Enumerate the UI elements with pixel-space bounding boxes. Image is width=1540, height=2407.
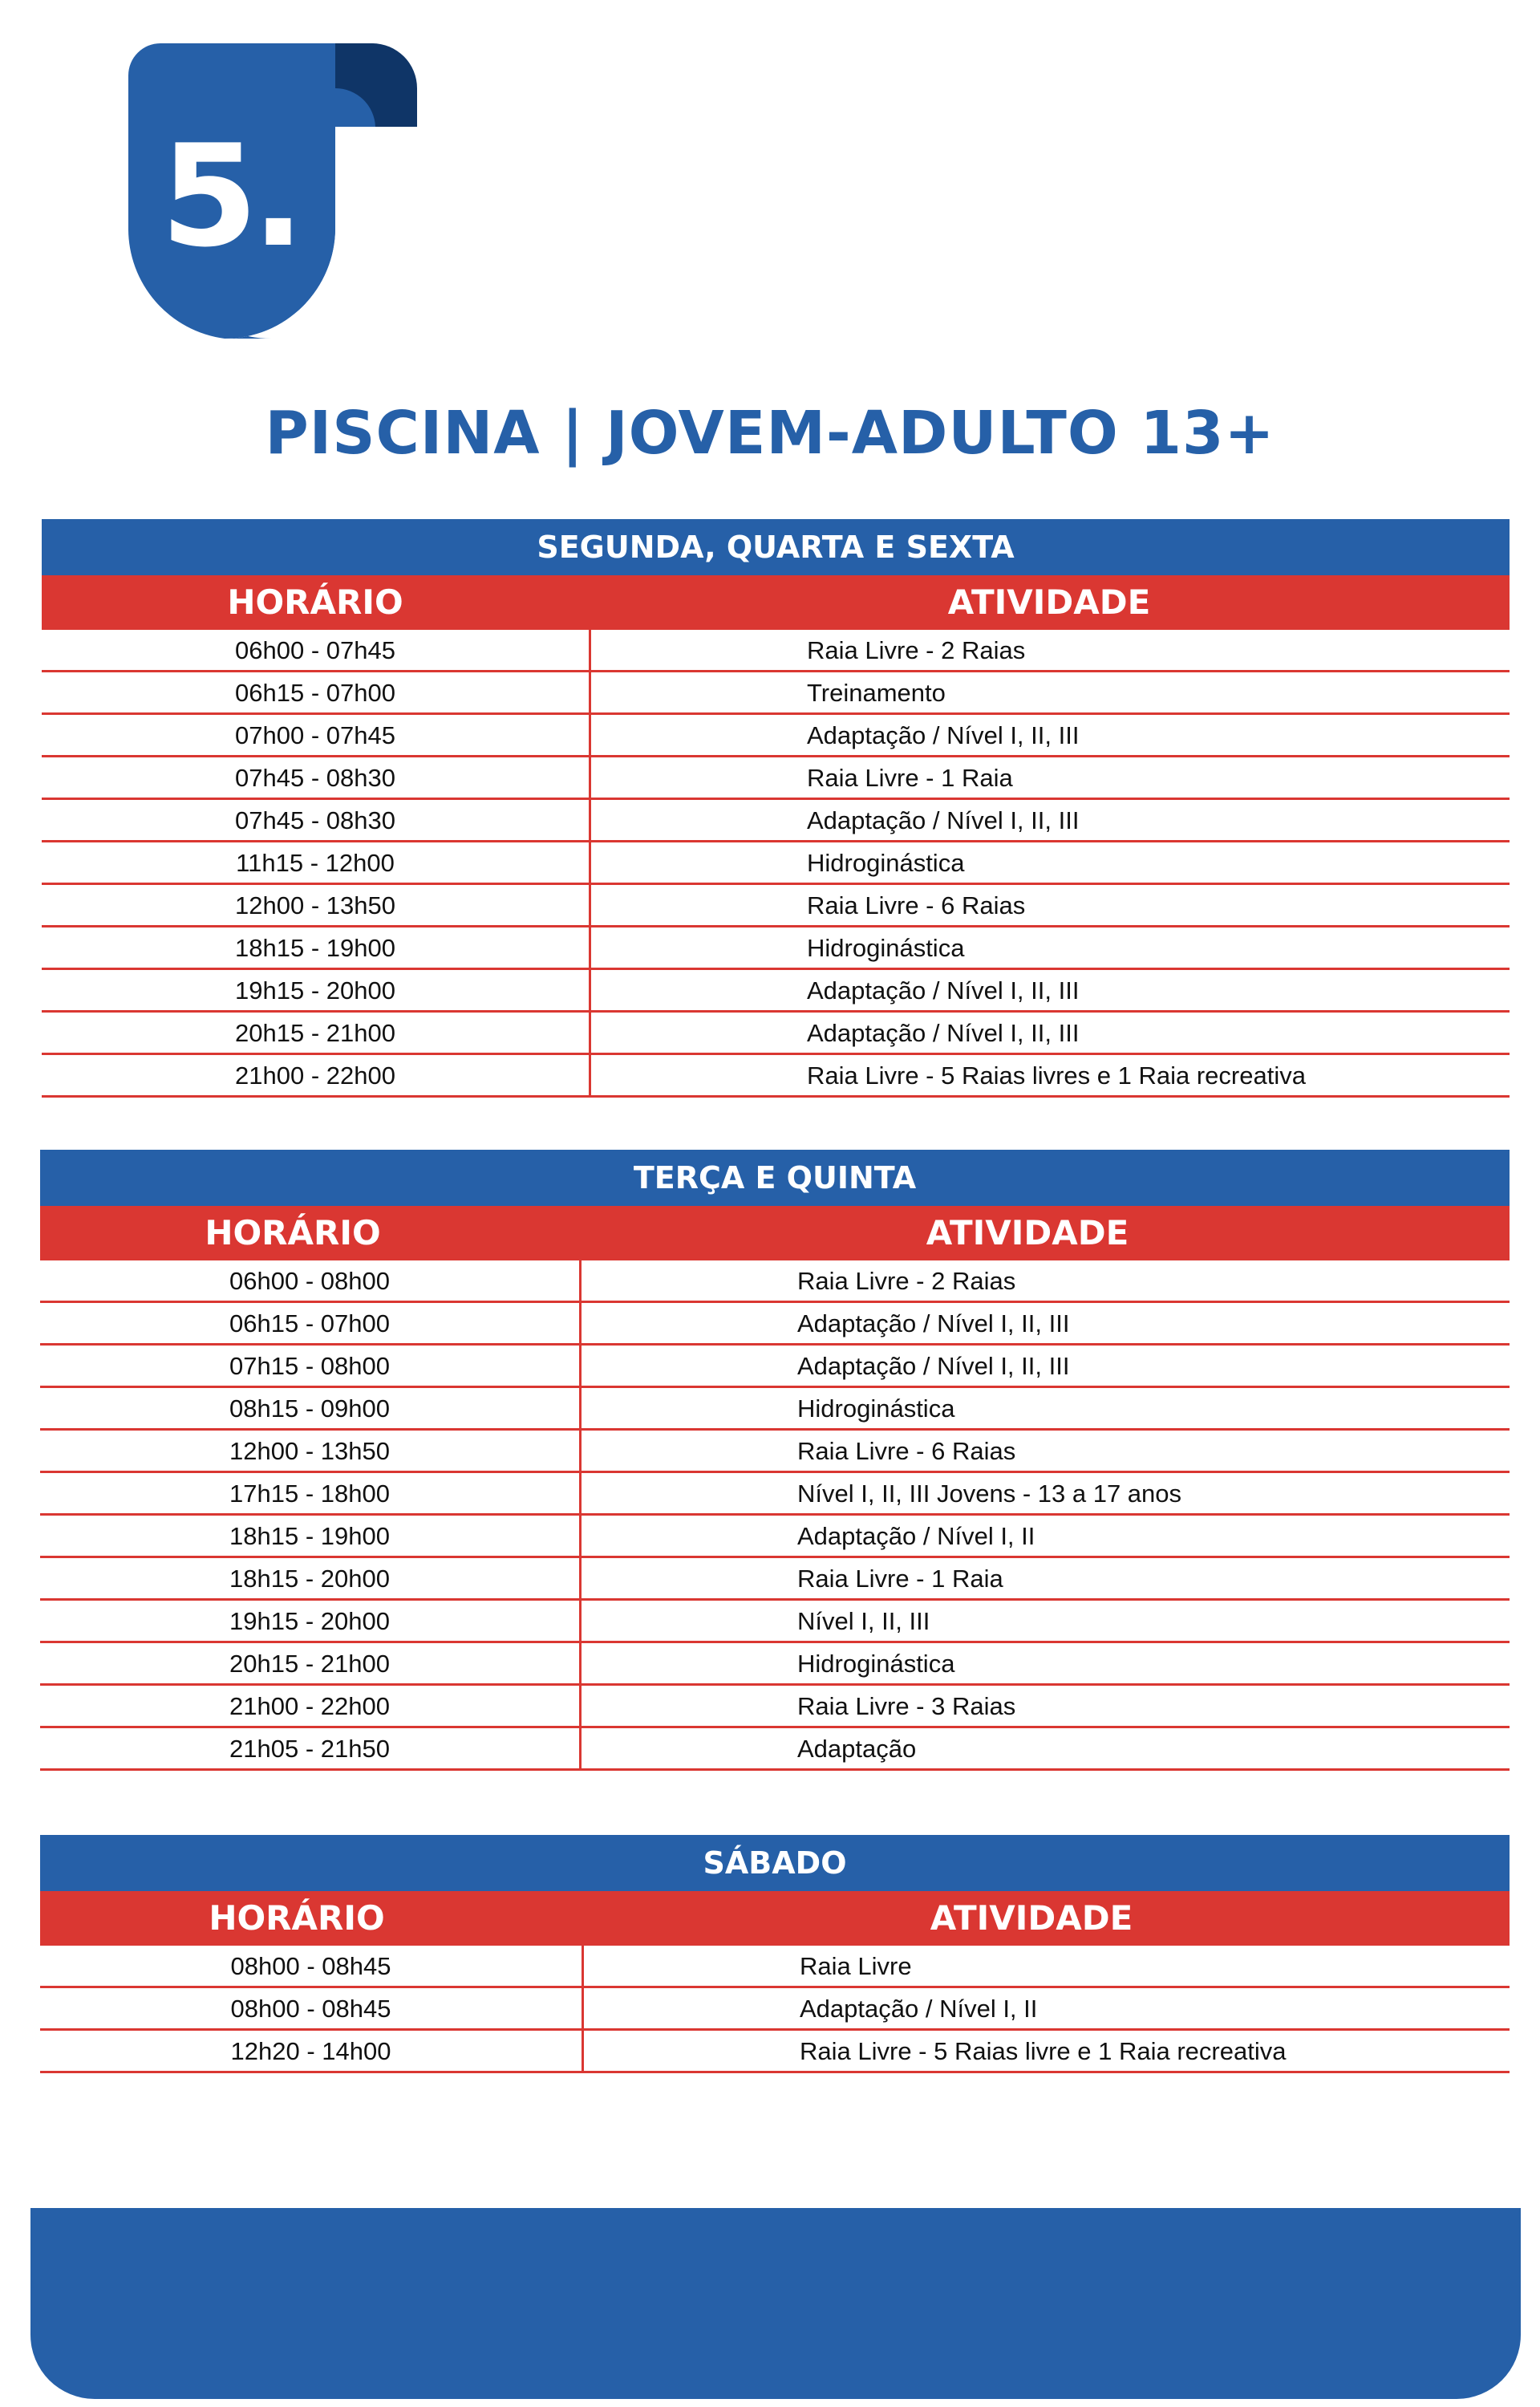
table-row (40, 1643, 1510, 1686)
time-cell: 19h15 - 20h00 (40, 1601, 582, 1641)
table-row (42, 1013, 1510, 1055)
activity-cell: Raia Livre - 6 Raias (807, 891, 1026, 919)
time-cell: 06h15 - 07h00 (40, 1303, 582, 1343)
col-header-activity: ATIVIDADE (947, 582, 1151, 622)
column-header-row (40, 1891, 1510, 1946)
time-cell: 18h15 - 19h00 (40, 1516, 582, 1556)
activity-cell: Adaptação / Nível I, II, III (807, 806, 1080, 834)
col-header-activity: ATIVIDADE (926, 1213, 1129, 1252)
time-cell: 07h45 - 08h30 (42, 757, 591, 798)
time-cell: 18h15 - 20h00 (40, 1558, 582, 1598)
activity-cell: Adaptação / Nível I, II, III (797, 1309, 1070, 1337)
schedule-section-mwf (42, 519, 1510, 1098)
time-cell: 08h00 - 08h45 (40, 1988, 584, 2028)
table-row (42, 757, 1510, 800)
activity-cell: Raia Livre (800, 1952, 912, 1980)
time-cell: 20h15 - 21h00 (40, 1643, 582, 1683)
table-row (42, 672, 1510, 715)
schedule-rows (40, 1260, 1510, 1771)
page-title: PISCINA | JOVEM-ADULTO 13+ (265, 399, 1275, 468)
activity-cell: Raia Livre - 2 Raias (807, 636, 1026, 664)
table-row (42, 630, 1510, 672)
time-cell: 07h45 - 08h30 (42, 800, 591, 840)
table-row (40, 1686, 1510, 1728)
section-header: TERÇA E QUINTA (40, 1150, 1510, 1206)
table-row (40, 1303, 1510, 1346)
activity-cell: Raia Livre - 5 Raias livres e 1 Raia recreativa (807, 1061, 1306, 1090)
table-row (40, 1388, 1510, 1431)
table-row (40, 1431, 1510, 1473)
time-cell: 21h00 - 22h00 (42, 1055, 591, 1095)
column-header-row (42, 575, 1510, 630)
table-row (40, 1260, 1510, 1303)
schedule-rows (42, 630, 1510, 1098)
table-row (40, 1601, 1510, 1643)
table-row (40, 1988, 1510, 2031)
time-cell: 20h15 - 21h00 (42, 1013, 591, 1053)
table-row (42, 715, 1510, 757)
badge-number: 5. (160, 116, 299, 278)
col-header-time: HORÁRIO (227, 582, 403, 622)
activity-cell: Hidroginástica (797, 1650, 955, 1678)
activity-cell: Raia Livre - 2 Raias (797, 1267, 1016, 1295)
section-header: SEGUNDA, QUARTA E SEXTA (42, 519, 1510, 575)
time-cell: 06h00 - 07h45 (42, 630, 591, 670)
table-row (40, 1473, 1510, 1516)
section-number-badge (128, 43, 425, 339)
time-cell: 07h00 - 07h45 (42, 715, 591, 755)
col-header-time: HORÁRIO (205, 1213, 381, 1252)
table-row (42, 970, 1510, 1013)
time-cell: 12h20 - 14h00 (40, 2031, 584, 2071)
table-row (40, 1516, 1510, 1558)
time-cell: 19h15 - 20h00 (42, 970, 591, 1010)
activity-cell: Adaptação / Nível I, II, III (807, 976, 1080, 1005)
time-cell: 12h00 - 13h50 (42, 885, 591, 925)
activity-cell: Nível I, II, III Jovens - 13 a 17 anos (797, 1480, 1182, 1508)
activity-cell: Adaptação (797, 1735, 917, 1763)
table-row (42, 842, 1510, 885)
schedule-section-saturday (40, 1835, 1510, 2073)
activity-cell: Hidroginástica (797, 1394, 955, 1423)
table-row (42, 885, 1510, 927)
activity-cell: Raia Livre - 1 Raia (807, 764, 1013, 792)
time-cell: 06h00 - 08h00 (40, 1260, 582, 1301)
table-row (42, 1055, 1510, 1098)
activity-cell: Adaptação / Nível I, II, III (807, 721, 1080, 749)
time-cell: 11h15 - 12h00 (42, 842, 591, 883)
table-row (42, 800, 1510, 842)
section-header: SÁBADO (40, 1835, 1510, 1891)
activity-cell: Nível I, II, III (797, 1607, 930, 1635)
activity-cell: Raia Livre - 5 Raias livre e 1 Raia recreativa (800, 2037, 1287, 2065)
table-row (42, 927, 1510, 970)
schedule-rows (40, 1946, 1510, 2073)
activity-cell: Adaptação / Nível I, II (800, 1995, 1038, 2023)
activity-cell: Adaptação / Nível I, II, III (807, 1019, 1080, 1047)
time-cell: 06h15 - 07h00 (42, 672, 591, 712)
col-header-time: HORÁRIO (209, 1898, 385, 1938)
activity-cell: Raia Livre - 1 Raia (797, 1565, 1003, 1593)
time-cell: 17h15 - 18h00 (40, 1473, 582, 1513)
time-cell: 07h15 - 08h00 (40, 1346, 582, 1386)
time-cell: 18h15 - 19h00 (42, 927, 591, 968)
activity-cell: Raia Livre - 3 Raias (797, 1692, 1016, 1720)
table-row (40, 1946, 1510, 1988)
footer-bar (30, 2208, 1521, 2399)
col-header-activity: ATIVIDADE (930, 1898, 1133, 1938)
time-cell: 12h00 - 13h50 (40, 1431, 582, 1471)
time-cell: 08h00 - 08h45 (40, 1946, 584, 1986)
table-row (40, 1346, 1510, 1388)
activity-cell: Hidroginástica (807, 849, 965, 877)
activity-cell: Hidroginástica (807, 934, 965, 962)
table-row (40, 1558, 1510, 1601)
time-cell: 08h15 - 09h00 (40, 1388, 582, 1428)
activity-cell: Raia Livre - 6 Raias (797, 1437, 1016, 1465)
table-row (40, 1728, 1510, 1771)
time-cell: 21h05 - 21h50 (40, 1728, 582, 1768)
activity-cell: Adaptação / Nível I, II (797, 1522, 1035, 1550)
schedule-section-tt (40, 1150, 1510, 1771)
table-row (40, 2031, 1510, 2073)
time-cell: 21h00 - 22h00 (40, 1686, 582, 1726)
activity-cell: Adaptação / Nível I, II, III (797, 1352, 1070, 1380)
column-header-row (40, 1206, 1510, 1260)
activity-cell: Treinamento (807, 679, 946, 707)
